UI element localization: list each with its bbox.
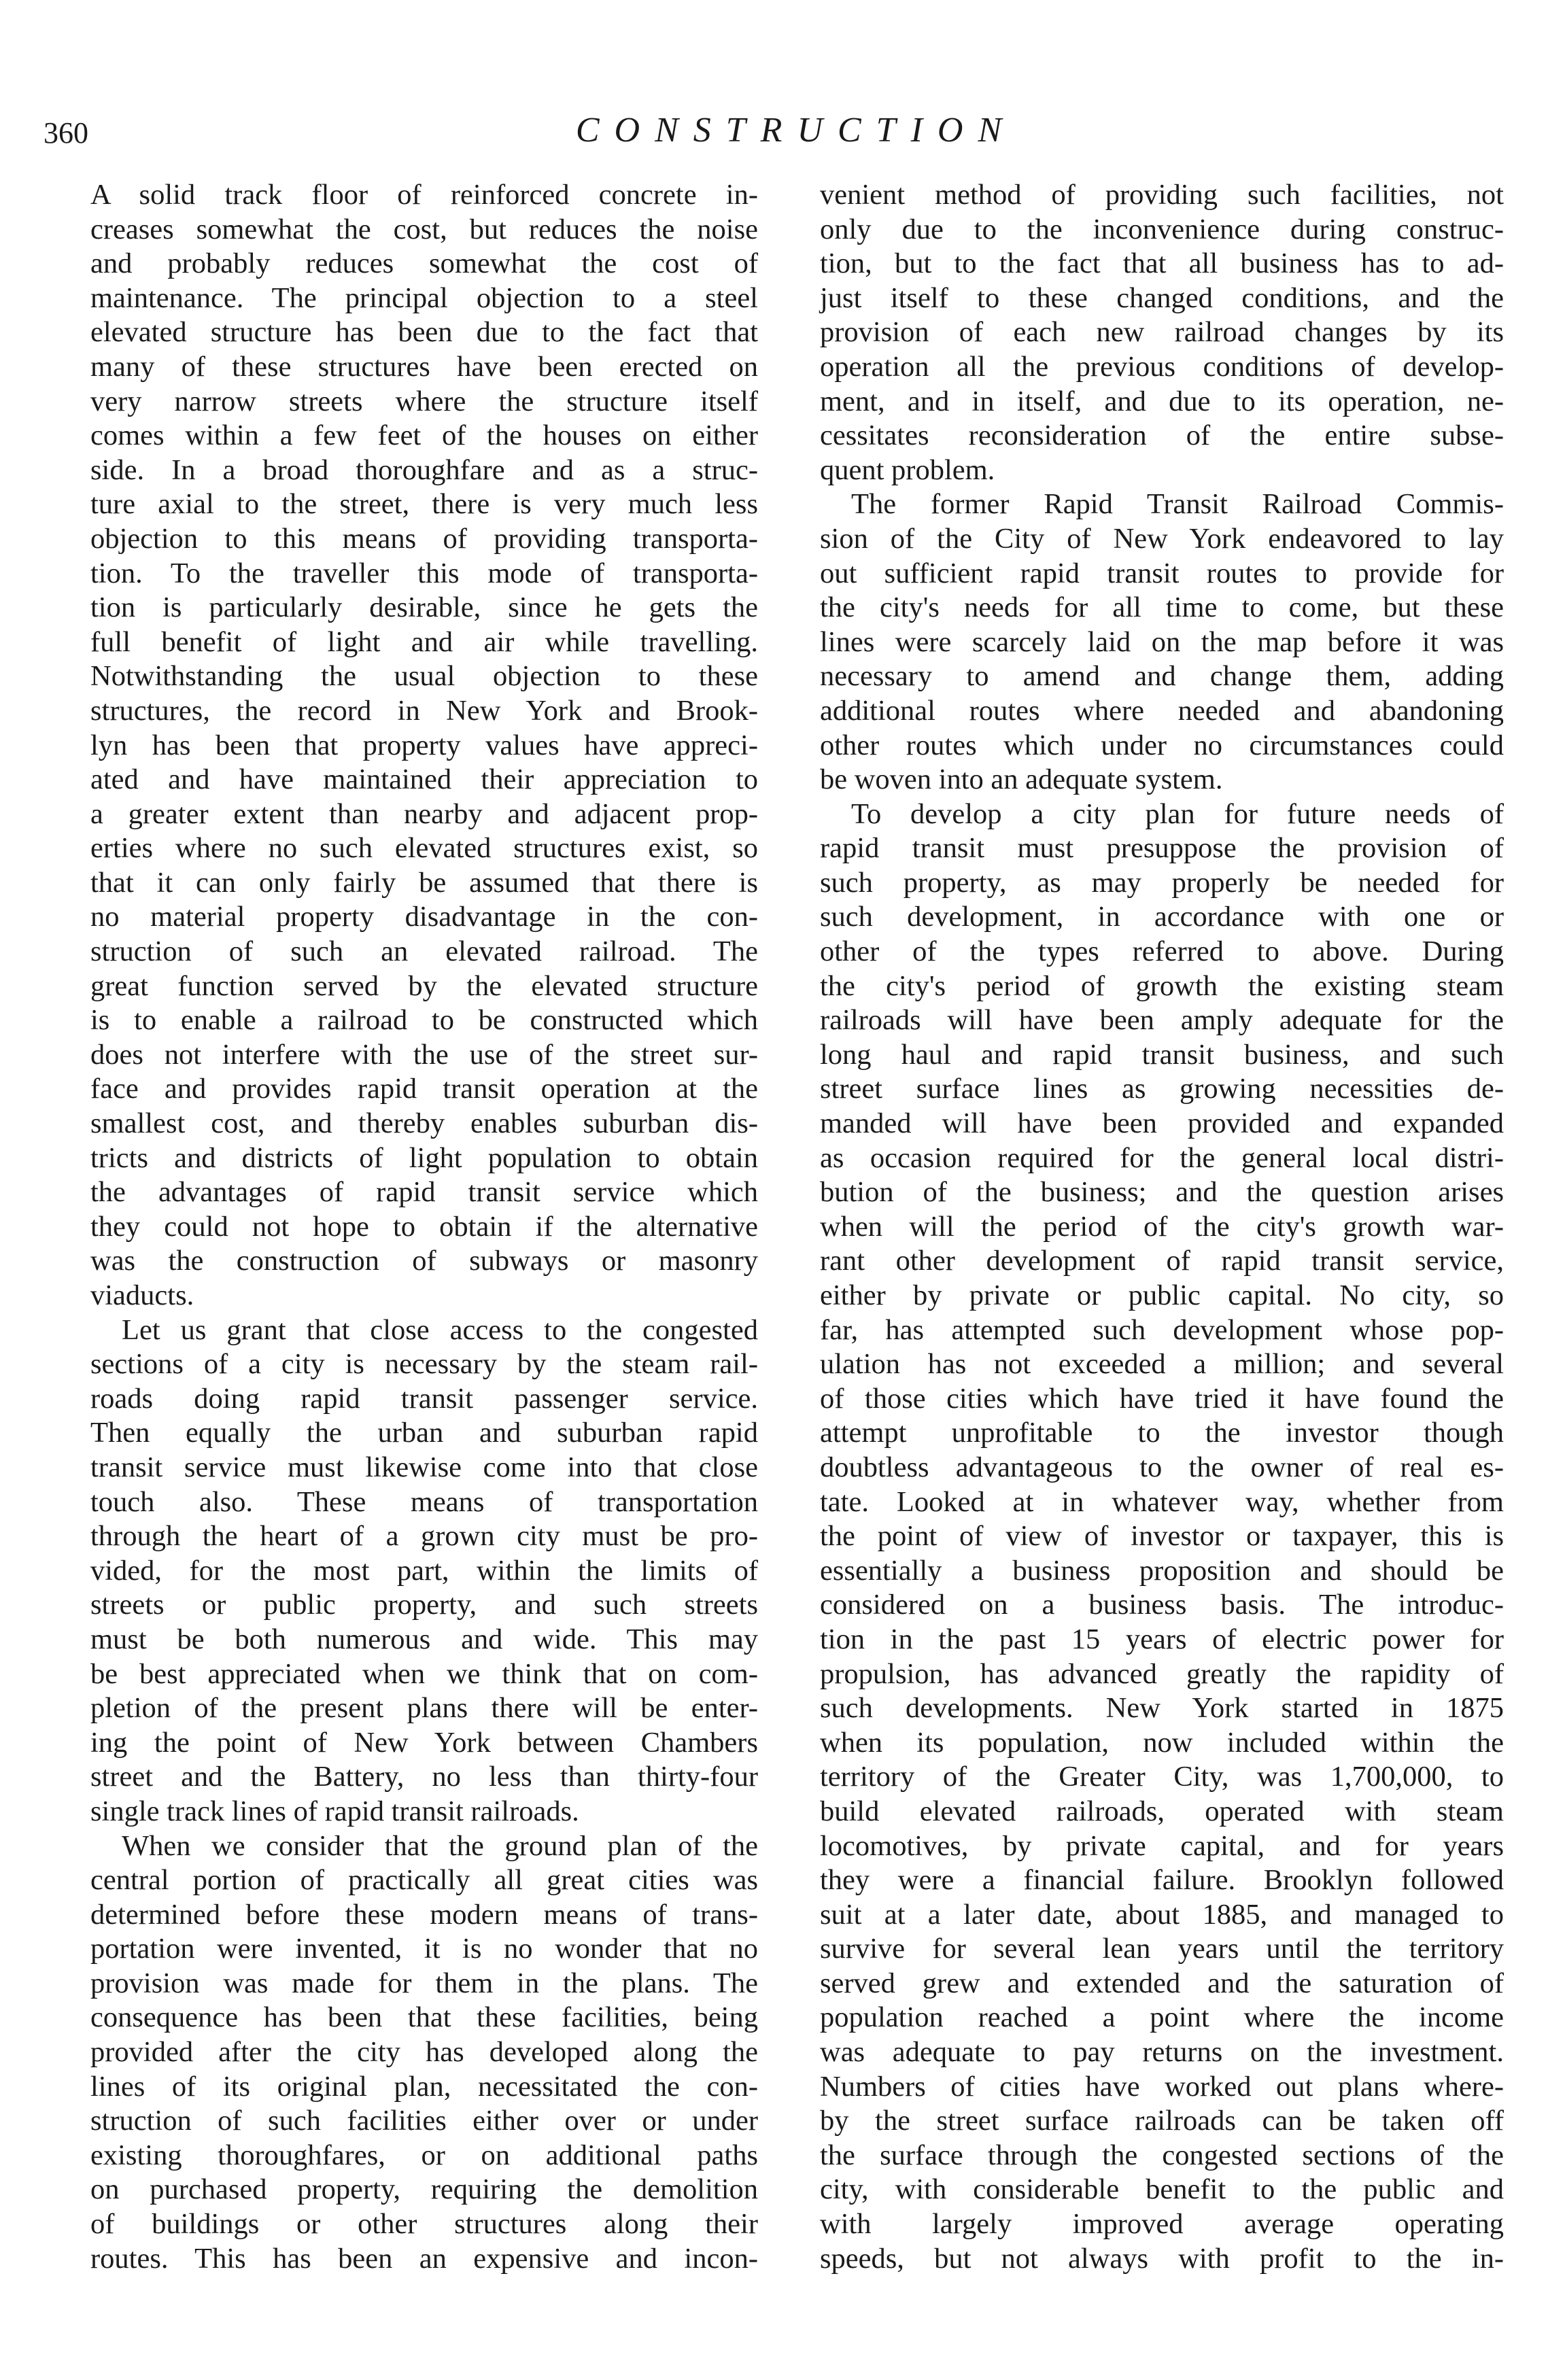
text-line: doubtless advantageous to the owner of real es- <box>820 1451 1504 1483</box>
text-line: necessary to amend and change them, adding <box>820 660 1504 693</box>
text-line: that it can only fairly be assumed that there is <box>90 866 758 899</box>
text-line: only due to the inconvenience during construc- <box>820 213 1504 245</box>
text-line: bution of the business; and the question arises <box>820 1176 1504 1209</box>
paragraph <box>820 487 1504 797</box>
text-line: Let us grant that close access to the congested <box>122 1313 758 1346</box>
text-line: venient method of providing such facilities, not <box>820 179 1504 211</box>
text-line: as occasion required for the general local distri- <box>820 1141 1504 1174</box>
text-line: of those cities which have tried it have found the <box>820 1382 1504 1415</box>
text-line: struction of such an elevated railroad. The <box>90 935 758 968</box>
text-line: by the street surface railroads can be taken off <box>820 2105 1504 2137</box>
text-line: tricts and districts of light population to obtain <box>90 1141 758 1174</box>
text-line: must be both numerous and wide. This may <box>90 1623 758 1655</box>
text-line: the city's period of growth the existing steam <box>820 969 1504 1002</box>
text-line: does not interfere with the use of the street sur- <box>90 1038 758 1071</box>
text-line: a greater extent than nearby and adjacent prop- <box>90 797 758 830</box>
text-line: ated and have maintained their appreciation to <box>90 763 758 796</box>
text-line: The former Rapid Transit Railroad Commis- <box>851 488 1504 521</box>
text-line: attempt unprofitable to the investor though <box>820 1417 1504 1449</box>
text-line: lines were scarcely laid on the map before it was <box>820 625 1504 658</box>
text-line: full benefit of light and air while travelling. <box>90 625 758 658</box>
text-line: cessitates reconsideration of the entire subse- <box>820 419 1504 452</box>
text-line: portation were invented, it is no wonder that no <box>90 1933 758 1965</box>
text-line: elevated structure has been due to the fact that <box>90 316 758 349</box>
text-line: determined before these modern means of trans- <box>90 1898 758 1931</box>
text-line: suit at a later date, about 1885, and managed to <box>820 1898 1504 1931</box>
paragraph <box>820 178 1504 487</box>
text-line: sections of a city is necessary by the steam rail- <box>90 1348 758 1381</box>
text-line: through the heart of a grown city must be pro- <box>90 1520 758 1553</box>
text-line: When we consider that the ground plan of the <box>122 1829 758 1862</box>
text-line: be best appreciated when we think that on com- <box>90 1657 758 1690</box>
text-line: routes. This has been an expensive and incon- <box>90 2242 758 2275</box>
text-line: tion is particularly desirable, since he gets the <box>90 591 758 624</box>
text-line: with largely improved average operating <box>820 2208 1504 2241</box>
text-line: survive for several lean years until the territory <box>820 1933 1504 1965</box>
text-line: manded will have been provided and expanded <box>820 1107 1504 1140</box>
text-line: viaducts. <box>90 1279 194 1311</box>
text-line: creases somewhat the cost, but reduces the noise <box>90 213 758 245</box>
text-line: erties where no such elevated structures exist, so <box>90 832 758 865</box>
text-line: quent problem. <box>820 453 995 486</box>
text-line: of buildings or other structures along their <box>90 2208 758 2241</box>
text-line: such development, in accordance with one or <box>820 901 1504 933</box>
text-line: comes within a few feet of the houses on either <box>90 419 758 452</box>
text-line: street surface lines as growing necessities de- <box>820 1073 1504 1105</box>
text-line: provision of each new railroad changes by its <box>820 316 1504 349</box>
text-line: build elevated railroads, operated with steam <box>820 1795 1504 1827</box>
left-column <box>90 178 758 2276</box>
text-line: when will the period of the city's growth war- <box>820 1210 1504 1243</box>
text-line: consequence has been that these facilities, being <box>90 2001 758 2034</box>
text-line: they could not hope to obtain if the alternative <box>90 1210 758 1243</box>
text-line: struction of such facilities either over or under <box>90 2105 758 2137</box>
text-line: Numbers of cities have worked out plans where- <box>820 2070 1504 2103</box>
text-line: city, with considerable benefit to the public and <box>820 2173 1504 2206</box>
text-line: vided, for the most part, within the limits of <box>90 1554 758 1587</box>
text-line: touch also. These means of transportation <box>90 1485 758 1518</box>
text-line: railroads will have been amply adequate for the <box>820 1004 1504 1037</box>
text-line: central portion of practically all great cities was <box>90 1864 758 1897</box>
text-line: pletion of the present plans there will be enter- <box>90 1692 758 1725</box>
paragraph <box>90 1313 758 1829</box>
text-line: great function served by the elevated structure <box>90 969 758 1002</box>
text-line: locomotives, by private capital, and for years <box>820 1829 1504 1862</box>
text-line: A solid track floor of reinforced concrete in- <box>90 179 758 211</box>
text-line: no material property disadvantage in the con- <box>90 901 758 933</box>
paragraph <box>820 797 1504 2277</box>
text-line: structures, the record in New York and Brook- <box>90 694 758 727</box>
text-line: tate. Looked at in whatever way, whether from <box>820 1485 1504 1518</box>
text-line: the surface through the congested sections of the <box>820 2139 1504 2171</box>
text-line: ment, and in itself, and due to its operation, ne- <box>820 385 1504 417</box>
text-line: To develop a city plan for future needs of <box>851 797 1504 830</box>
text-line: territory of the Greater City, was 1,700,000, to <box>820 1761 1504 1793</box>
text-line: long haul and rapid transit business, and such <box>820 1038 1504 1071</box>
text-line: roads doing rapid transit passenger service. <box>90 1382 758 1415</box>
text-line: and probably reduces somewhat the cost of <box>90 247 758 280</box>
text-line: rapid transit must presuppose the provision of <box>820 832 1504 865</box>
text-line: existing thoroughfares, or on additional paths <box>90 2139 758 2171</box>
text-line: the city's needs for all time to come, but these <box>820 591 1504 624</box>
text-line: tion, but to the fact that all business has to ad- <box>820 247 1504 280</box>
paragraph <box>90 1829 758 2277</box>
text-line: propulsion, has advanced greatly the rapidity of <box>820 1657 1504 1690</box>
text-line: many of these structures have been erected on <box>90 350 758 383</box>
text-line: ulation has not exceeded a million; and several <box>820 1348 1504 1381</box>
text-line: just itself to these changed conditions, and the <box>820 281 1504 314</box>
text-line: was the construction of subways or masonry <box>90 1245 758 1277</box>
text-line: maintenance. The principal objection to a steel <box>90 281 758 314</box>
text-line: street and the Battery, no less than thirty-four <box>90 1761 758 1793</box>
page-number: 360 <box>44 116 88 150</box>
text-line: either by private or public capital. No city, so <box>820 1279 1504 1311</box>
text-line: is to enable a railroad to be constructed which <box>90 1004 758 1037</box>
text-line: objection to this means of providing transporta- <box>90 522 758 555</box>
text-line: provided after the city has developed along the <box>90 2036 758 2069</box>
paragraph <box>90 178 758 1313</box>
text-line: such developments. New York started in 1875 <box>820 1692 1504 1725</box>
right-column <box>820 178 1504 2276</box>
text-line: smallest cost, and thereby enables suburban dis- <box>90 1107 758 1140</box>
text-line: far, has attempted such development whose pop- <box>820 1313 1504 1346</box>
text-line: other routes which under no circumstances could <box>820 729 1504 761</box>
text-line: was adequate to pay returns on the investment. <box>820 2036 1504 2069</box>
text-line: streets or public property, and such streets <box>90 1589 758 1621</box>
text-line: be woven into an adequate system. <box>820 763 1223 796</box>
text-line: rant other development of rapid transit service, <box>820 1245 1504 1277</box>
text-line: provision was made for them in the plans. The <box>90 1967 758 1999</box>
running-title: CONSTRUCTION <box>575 111 1017 150</box>
text-line: speeds, but not always with profit to the in- <box>820 2242 1504 2275</box>
text-line: very narrow streets where the structure itself <box>90 385 758 417</box>
text-line: additional routes where needed and abandoning <box>820 694 1504 727</box>
text-line: the advantages of rapid transit service which <box>90 1176 758 1209</box>
text-line: considered on a business basis. The introduc- <box>820 1589 1504 1621</box>
text-line: out sufficient rapid transit routes to provide for <box>820 557 1504 589</box>
text-line: they were a financial failure. Brooklyn followed <box>820 1864 1504 1897</box>
text-line: essentially a business proposition and should be <box>820 1554 1504 1587</box>
text-line: sion of the City of New York endeavored to lay <box>820 522 1504 555</box>
text-line: tion in the past 15 years of electric power for <box>820 1623 1504 1655</box>
text-line: Then equally the urban and suburban rapid <box>90 1417 758 1449</box>
text-line: face and provides rapid transit operation at the <box>90 1073 758 1105</box>
text-line: Notwithstanding the usual objection to these <box>90 660 758 693</box>
text-line: ture axial to the street, there is very much less <box>90 488 758 521</box>
text-line: side. In a broad thoroughfare and as a struc- <box>90 453 758 486</box>
text-line: lyn has been that property values have appreci- <box>90 729 758 761</box>
text-line: the point of view of investor or taxpayer, this is <box>820 1520 1504 1553</box>
text-line: other of the types referred to above. During <box>820 935 1504 968</box>
text-line: ing the point of New York between Chambers <box>90 1726 758 1759</box>
text-line: lines of its original plan, necessitated the con- <box>90 2070 758 2103</box>
text-line: such property, as may properly be needed for <box>820 866 1504 899</box>
text-line: transit service must likewise come into that close <box>90 1451 758 1483</box>
text-line: tion. To the traveller this mode of transporta- <box>90 557 758 589</box>
text-line: operation all the previous conditions of develop- <box>820 350 1504 383</box>
text-line: single track lines of rapid transit railroads. <box>90 1795 579 1827</box>
text-line: served grew and extended and the saturation of <box>820 1967 1504 1999</box>
text-line: population reached a point where the income <box>820 2001 1504 2034</box>
text-line: on purchased property, requiring the demolition <box>90 2173 758 2206</box>
text-line: when its population, now included within the <box>820 1726 1504 1759</box>
